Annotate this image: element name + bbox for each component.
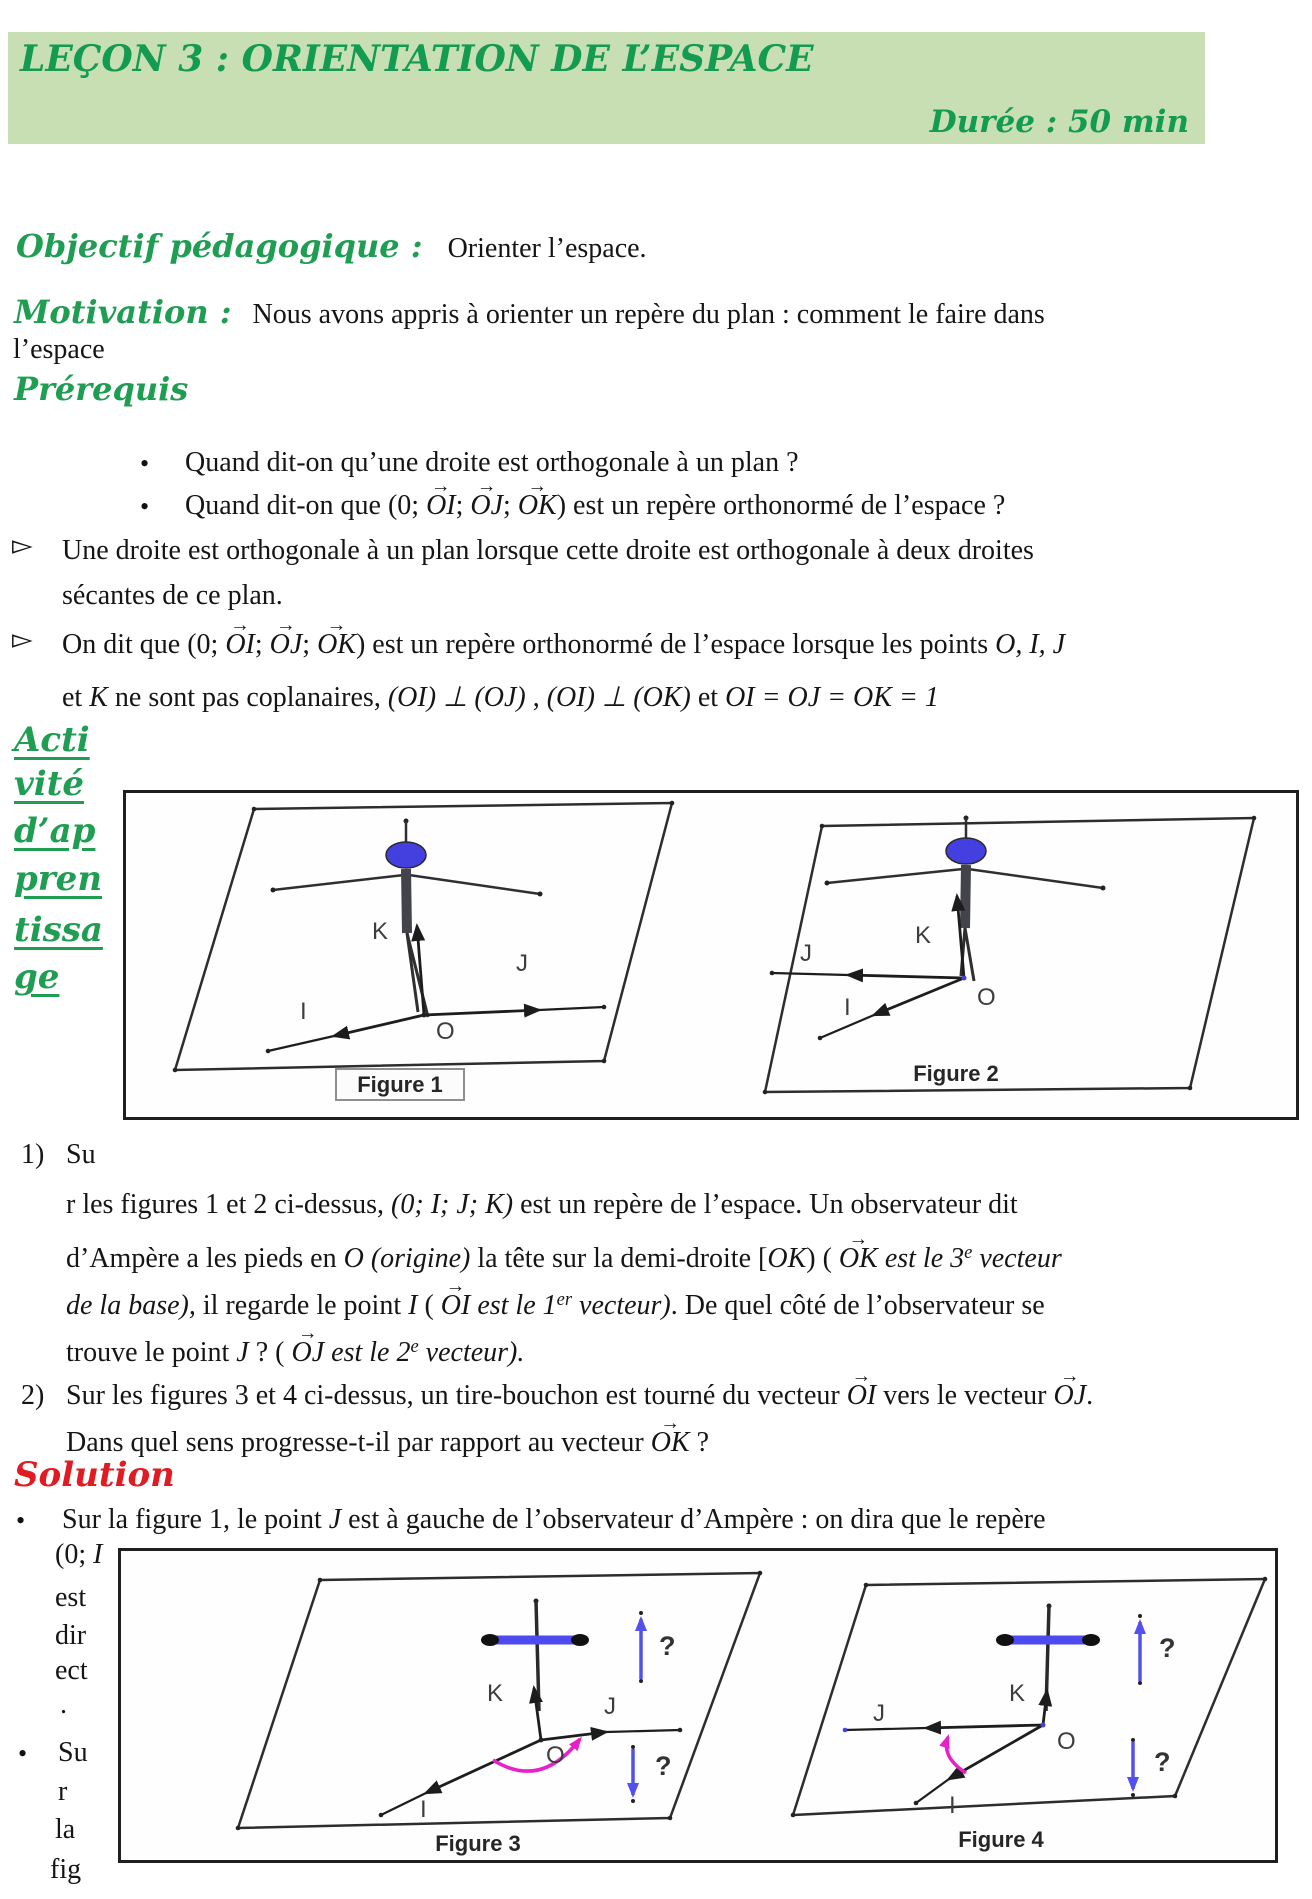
axis-j [926, 1725, 1043, 1728]
solution-b1-line2: (0; I [55, 1539, 103, 1570]
figure-4-plane [793, 1579, 1265, 1815]
axis-k [1043, 1691, 1047, 1725]
objectif-heading: Objectif pédagogique : [16, 227, 423, 265]
activity-heading-part: d’ap [14, 811, 96, 851]
figure-1-plane [175, 803, 672, 1070]
axis-label-o: O [436, 1018, 455, 1045]
bullet-icon: • [16, 1506, 26, 1535]
figure-2-plane [765, 818, 1254, 1092]
prerequis-a2-l2: et K ne sont pas coplanaires, (OI) ⊥ (OJ) , (OI) ⊥ (OK) et OI = OJ = OK = 1 [62, 682, 939, 713]
question-mark: ? [1154, 1747, 1171, 1777]
solution-b1-line1: Sur la figure 1, le point J est à gauche de l’observateur d’Ampère : on dira que le repère [62, 1504, 1046, 1535]
axis-i [334, 1015, 424, 1036]
prerequis-heading: Prérequis [14, 370, 189, 408]
axis-label-o: O [977, 984, 996, 1011]
observer-head [386, 842, 426, 868]
figure-2-caption: Figure 2 [913, 1061, 999, 1086]
axis-label-o: O [1057, 1728, 1076, 1755]
figure-3-caption: Figure 3 [435, 1831, 521, 1856]
axis-label-k: K [1009, 1680, 1026, 1707]
observer-figure [825, 816, 1106, 982]
question-1-line1: Su [66, 1139, 96, 1170]
axis-label-i: I [949, 1792, 956, 1819]
axis-label-i: I [300, 998, 307, 1025]
prerequis-q2: Quand dit-on que (0; OI →; OJ →; OK →) est un repère orthonormé de l’espace ? [185, 487, 1005, 525]
motivation-text: Nous avons appris à orienter un repère du plan : comment le faire dans [252, 299, 1045, 330]
prerequis-q1: Quand dit-on qu’une droite est orthogonale à un plan ? [185, 447, 799, 478]
question-2-line1: Sur les figures 3 et 4 ci-dessus, un tire-bouchon est tourné du vecteur OI → vers le vecteur OJ →. [66, 1377, 1093, 1415]
leftcol-word: r [58, 1776, 68, 1807]
figure-2 [763, 816, 1257, 1095]
leftcol-word: ect [55, 1655, 88, 1686]
arrow-bullet-icon: ▻ [12, 624, 33, 655]
axis-label-k: K [487, 1680, 504, 1707]
figures-3-4-drawing [121, 1551, 1275, 1860]
figures-1-2-drawing [126, 793, 1296, 1117]
motivation-heading: Motivation : [14, 293, 232, 331]
question-arrow-up [639, 1611, 676, 1683]
axis-label-j: J [604, 1693, 616, 1720]
activity-heading-part: ge [14, 957, 60, 997]
axis-j [541, 1732, 606, 1740]
figure-4-caption: Figure 4 [958, 1827, 1044, 1852]
axis-label-j: J [800, 940, 812, 967]
question-2-number: 2) [21, 1380, 45, 1411]
leftcol-word: est [55, 1582, 87, 1613]
axis-i [874, 978, 964, 1015]
question-2-line2: Dans quel sens progresse-t-il par rapport au vecteur OK → ? [66, 1424, 709, 1462]
axis-label-k: K [915, 922, 932, 949]
leftcol-word: dir [55, 1620, 87, 1651]
axis-j [848, 975, 964, 978]
figure-box-3-4 [118, 1548, 1278, 1863]
arrow-bullet-icon: ▻ [12, 530, 33, 561]
motivation-line2: l’espace [13, 334, 105, 365]
question-1-line5: trouve le point J ? ( OJ → est le 2e vecteur). [66, 1327, 524, 1372]
motivation-line1 [14, 293, 1045, 334]
question-arrow-up [1138, 1614, 1176, 1685]
axis-label-i: I [844, 994, 851, 1021]
solution-heading: Solution [14, 1455, 175, 1495]
lesson-title: LEÇON 3 : ORIENTATION DE L’ESPACE [20, 38, 814, 80]
question-1-number: 1) [21, 1139, 45, 1170]
objectif-text: Orienter l’espace. [447, 233, 647, 264]
axis-label-i: I [420, 1796, 427, 1823]
leftcol-word: la [55, 1814, 76, 1845]
axis-label-o: O [546, 1742, 565, 1769]
rotation-arrow [946, 1737, 966, 1773]
bullet-icon: • [140, 449, 150, 478]
question-1-line3: d’Ampère a les pieds en O (origine) la tête sur la demi-droite [OK) ( OK → est le 3e vecteur [66, 1233, 1062, 1278]
bullet-icon: • [18, 1739, 28, 1768]
figure-1-caption: Figure 1 [357, 1072, 443, 1097]
leftcol-word: fig [50, 1854, 82, 1885]
activity-heading-part: vité [14, 764, 85, 804]
observer-head [946, 838, 986, 864]
activity-heading-part: Acti [14, 720, 90, 760]
activity-heading-part: tissa [14, 910, 103, 950]
question-arrow-down [631, 1745, 672, 1803]
axis-label-j: J [516, 950, 528, 977]
question-1-line2: r les figures 1 et 2 ci-dessus, (0; I; J; K) est un repère de l’espace. Un observateur dit [66, 1189, 1018, 1220]
figure-1 [173, 801, 675, 1100]
question-mark: ? [1159, 1633, 1176, 1663]
question-1-line4: de la base), il regarde le point I ( OI → est le 1er vecteur). De quel côté de l’observateur se [66, 1280, 1045, 1325]
prerequis-a2-l1: On dit que (0; OI →; OJ →; OK →) est un repère orthonormé de l’espace lorsque les points O, I, J [62, 626, 1065, 664]
question-arrow-down [1131, 1738, 1171, 1797]
observer-figure [271, 819, 543, 1018]
question-mark: ? [655, 1751, 672, 1781]
bullet-icon: • [140, 492, 150, 521]
prerequis-a1-l1: Une droite est orthogonale à un plan lorsque cette droite est orthogonale à deux droites [62, 535, 1034, 566]
leftcol-word: . [60, 1689, 67, 1720]
axis-i [426, 1740, 541, 1793]
figure-3 [236, 1571, 763, 1856]
lesson-banner [8, 32, 1205, 144]
axis-label-j: J [873, 1700, 885, 1727]
prerequis-a1-l2: sécantes de ce plan. [62, 580, 283, 611]
activity-heading-part: pren [14, 859, 103, 899]
leftcol-word: Su [58, 1737, 88, 1768]
question-mark: ? [659, 1631, 676, 1661]
figure-4 [791, 1577, 1268, 1852]
axis-j [424, 1010, 539, 1015]
axis-label-k: K [372, 918, 389, 945]
figure-box-1-2 [123, 790, 1299, 1120]
objectif-line [16, 227, 647, 268]
duration-label: Durée : 50 min [929, 104, 1189, 140]
